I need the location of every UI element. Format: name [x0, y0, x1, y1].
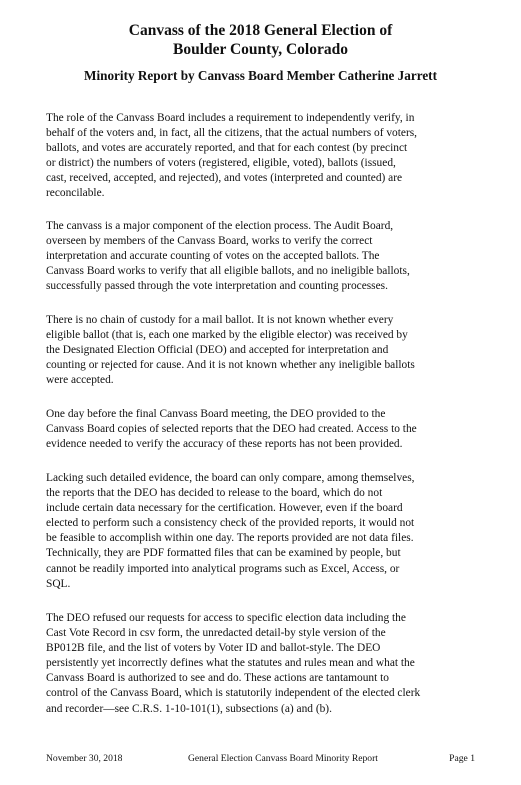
text-line: the Designated Election Official (DEO) and accepted for interpretation and — [46, 344, 389, 357]
text-line: Canvass Board works to verify that all eligible ballots, and no ineligible ballots, — [46, 265, 410, 278]
footer-date: November 30, 2018 — [46, 753, 123, 764]
text-line: and recorder—see C.R.S. 1-10-101(1), subsections (a) and (b). — [46, 702, 332, 715]
document-title-line-2: Boulder County, Colorado — [173, 41, 348, 58]
text-line: counting or rejected for cause. And it is not known whether any ineligible ballots — [46, 359, 415, 372]
paragraph-chain-of-custody — [46, 313, 508, 388]
text-line: SQL. — [46, 577, 71, 590]
text-line: control of the Canvass Board, which is statutorily independent of the elected clerk — [46, 687, 421, 700]
text-line: Technically, they are PDF formatted files that can be examined by people, but — [46, 547, 401, 560]
text-line: Cast Vote Record in csv form, the unredacted detail-by style version of the — [46, 627, 386, 640]
text-line: evidence needed to verify the accuracy of these reports has not been provided. — [46, 438, 403, 451]
text-line: behalf of the voters and, in fact, all the citizens, that the actual numbers of voters, — [46, 127, 418, 140]
text-line: persistently yet incorrectly defines what the statutes and rules mean and what the — [46, 657, 415, 670]
text-line: Canvass Board is authorized to see and do. These actions are tantamount to — [46, 672, 389, 685]
paragraph-deo-refused — [46, 611, 508, 717]
document-title-line-1: Canvass of the 2018 General Election of — [128, 22, 393, 39]
document-subtitle: Minority Report by Canvass Board Member Catherine Jarrett — [84, 68, 437, 83]
text-line: The DEO refused our requests for access to specific election data including the — [46, 612, 406, 624]
text-line: cast, received, accepted, and rejected), and votes (interpreted and counted) are — [46, 172, 403, 185]
text-line: were accepted. — [46, 374, 114, 387]
paragraph-canvass-board-role — [46, 111, 508, 202]
text-line: the reports that the DEO has decided to release to the board, which do not — [46, 487, 383, 500]
text-line: interpretation and accurate counting of votes on the accepted ballots. The — [46, 250, 380, 263]
text-line: One day before the final Canvass Board meeting, the DEO provided to the — [46, 408, 386, 420]
text-line: successfully passed through the vote interpretation and counting processes. — [46, 280, 388, 293]
text-line: The canvass is a major component of the election process. The Audit Board, — [46, 220, 394, 232]
text-line: eligible ballot (that is, each one marked by the eligible elector) was received by — [46, 329, 408, 342]
text-line: elected to perform such a consistency check of the provided reports, it would not — [46, 517, 415, 530]
footer-page-number: Page 1 — [449, 753, 475, 764]
text-line: BP012B file, and the list of voters by Voter ID and ballot-style. The DEO — [46, 642, 381, 655]
text-line: The role of the Canvass Board includes a requirement to independently verify, in — [46, 112, 415, 124]
footer-document-title: General Election Canvass Board Minority Report — [188, 753, 378, 764]
text-line: be feasible to accomplish within one day. The reports provided are not data files. — [46, 532, 414, 545]
paragraph-deo-reports — [46, 407, 508, 452]
paragraph-canvass-process — [46, 219, 508, 294]
text-line: overseen by members of the Canvass Board, works to verify the correct — [46, 235, 373, 248]
text-line: There is no chain of custody for a mail ballot. It is not known whether every — [46, 314, 394, 326]
text-line: Canvass Board copies of selected reports that the DEO had created. Access to the — [46, 423, 417, 436]
text-line: ballots, and votes are accurately reported, and that for each contest (by precinct — [46, 142, 408, 155]
text-line: reconcilable. — [46, 187, 105, 200]
text-line: cannot be readily imported into analytical programs such as Excel, Access, or — [46, 562, 400, 575]
paragraph-lacking-evidence — [46, 471, 508, 592]
text-line: or district) the numbers of voters (registered, eligible, voted), ballots (issued, — [46, 157, 396, 170]
text-line: Lacking such detailed evidence, the board can only compare, among themselves, — [46, 472, 415, 484]
text-line: include certain data necessary for the certification. However, even if the board — [46, 502, 403, 515]
